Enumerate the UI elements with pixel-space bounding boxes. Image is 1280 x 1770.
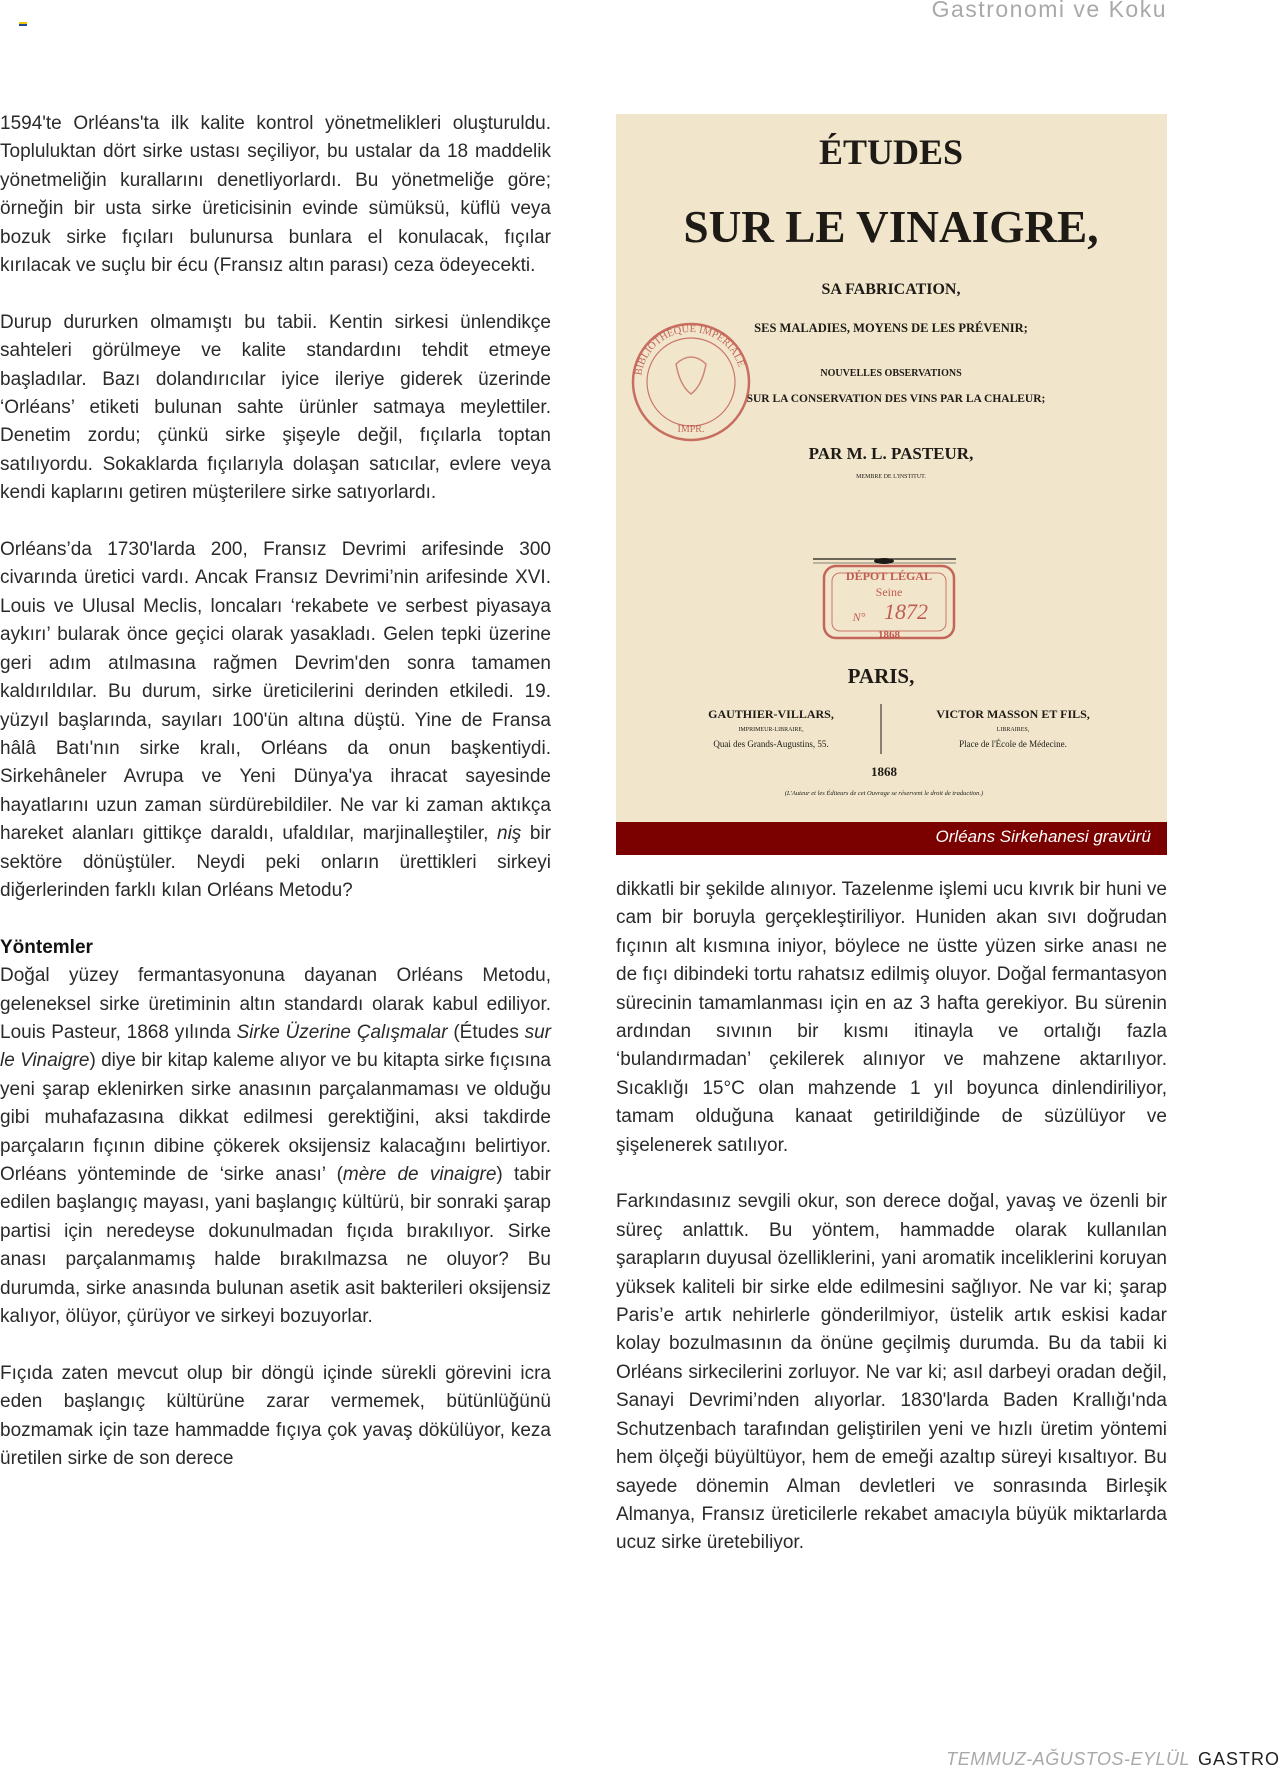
book-cover-drawing (616, 114, 1167, 822)
text-run: Doğal yüzey fermantasyonuna dayanan Orléans Metodu, geleneksel sirke üretiminin altın standardı olarak kabul ediliyor. Louis Pasteur, 1868 yılında (0, 965, 551, 1043)
depot-legal-stamp (824, 566, 954, 641)
emphasis-text: mère de vinaigre (342, 1163, 497, 1185)
stamp-depot-title: DÉPOT LÉGAL (845, 569, 933, 583)
cover-publisher-left-2: IMPRIMEUR-LIBRAIRE, (738, 727, 804, 733)
cover-title-line1: ÉTUDES (818, 132, 964, 172)
page-footer (946, 1749, 1280, 1770)
running-title: Gastronomi ve Koku (931, 0, 1167, 22)
figure-caption-bar (616, 822, 1167, 855)
text-run: (Études (453, 1021, 519, 1043)
stamp-depot-seine: Seine (875, 585, 903, 599)
cover-subtitle-4: SUR LA CONSERVATION DES VINS PAR LA CHALEUR; (746, 393, 1046, 405)
cover-author: PAR M. L. PASTEUR, (808, 444, 974, 463)
figure-caption: Orléans Sirkehanesi gravürü (935, 827, 1151, 846)
cover-publisher-left: GAUTHIER-VILLARS, (708, 707, 834, 721)
left-text-column (0, 110, 551, 1473)
cover-city: PARIS, (847, 664, 915, 688)
cover-footnote: (L'Auteur et les Éditeurs de cet Ouvrage se réservent le droit de traduction.) (784, 790, 984, 797)
paragraph (0, 962, 551, 1331)
cover-publisher-right-2: LIBRAIRES, (996, 727, 1030, 733)
text-run: bir sektöre dönüştüler. Neydi peki onların ürettikleri sirkeyi diğerlerinden farklı kılan Orléans Metodu? (0, 823, 551, 901)
cover-subtitle-3: NOUVELLES OBSERVATIONS (820, 368, 962, 379)
paragraph: 1594'te Orléans'ta ilk kalite kontrol yönetmelikleri oluşturuldu. Topluluktan dört sirke ustası seçiliyor, bu ustalar da 18 maddelik yönetmeliğin kurallarını denetliyorlardı. Bu yönetmeliğe göre; örneğin bir usta sirke üreticisinin evinde sümüksü, küflü veya bozuk sirke fıçıları bulunursa bunlara el konulacak, fıçılar kırılacak ve suçlu bir écu (Fransız altın parası) ceza ödeyecekti. (0, 113, 551, 277)
cover-year: 1868 (871, 764, 897, 779)
text-run: Orléans’da 1730'larda 200, Fransız Devrimi arifesinde 300 civarında üretici vardı. Ancak Fransız Devrimi’nin arifesinde XVI. Louis ve Ulusal Meclis, loncaları ‘rekabete ve serbest piyasaya aykırı’ bularak önce geçici olarak yasakladı. Gelen tepki üzerine geri adım atılmasına rağmen Devrim'den sonra tamamen kaldırıldılar. Bu durum, sirke üreticilerini derinden etkiledi. 19. yüzyıl başlarında, sayıları 100'ün altına düştü. Yine de Fransa hâlâ Batı'nın sirke kralı, Orléans da onun başkentiydi. Sirkehâneler Avrupa ve Yeni Dünya'ya ihracat sayesinde hayatlarını uzun zaman sürdürebildiler. Ne var ki zaman aktıkça hareket alanları gittikçe daraldı, ufaldılar, marjinalleştiler, (0, 539, 551, 845)
cover-subtitle-1: SA FABRICATION, (821, 281, 961, 298)
cover-publisher-left-3: Quai des Grands-Augustins, 55. (713, 739, 829, 749)
emphasis-text: niş (497, 823, 522, 845)
stamp-depot-handwritten: 1872 (884, 599, 928, 624)
svg-text:BIBLIOTHÈQUE IMPÉRIALE (633, 324, 746, 376)
stamp-round-text: BIBLIOTHÈQUE IMPÉRIALE (633, 323, 747, 377)
paragraph (0, 536, 551, 905)
cover-publisher-right-3: Place de l'École de Médecine. (959, 739, 1067, 749)
emphasis-text: Sirke Üzerine Çalışmalar (236, 1021, 448, 1043)
text-run: ) diye bir kitap kaleme alıyor ve bu kitapta sirke fıçısına yeni şarap eklenirken sirke anasının parçalanmaması ve olduğu gibi muhafazasına dikkat edilmesi gerektiğini, aksi takdirde parçaların fıçının dibine çökerek oksijensiz kalacağını belirtiyor. Orléans yönteminde de ‘sirke anası’ ( (0, 1050, 551, 1185)
right-text-column (616, 876, 1167, 1558)
footer-issue: TEMMUZ-AĞUSTOS-EYLÜL (946, 1749, 1190, 1769)
corner-mark-blue-bar (19, 24, 27, 26)
cover-publisher-right: VICTOR MASSON ET FILS, (936, 707, 1090, 721)
corner-color-mark (19, 22, 27, 28)
book-cover-image (616, 114, 1167, 822)
stamp-depot-year: 1868 (878, 629, 900, 641)
stamp-depot-number-label: N° (852, 610, 866, 624)
cover-title-line2: SUR LE VINAIGRE, (683, 201, 1099, 252)
paragraph: Fıçıda zaten mevcut olup bir döngü içinde sürekli görevini icra eden başlangıç kültürüne zarar vermemek, bütünlüğünü bozmamak için taze hammadde fıçıya çok yavaş dökülüyor, keza üretilen sirke de son derece (0, 1362, 551, 1470)
footer-magazine: GASTRO (1197, 1749, 1280, 1769)
paragraph: dikkatli bir şekilde alınıyor. Tazelenme işlemi ucu kıvrık bir huni ve cam bir boruyla gerçekleştiriliyor. Huniden akan sıvı doğrudan fıçının alt kısmına iniyor, böylece ne üstte yüzen sirke anası ne de fıçı dibindeki tortu rahatsız edilmiş oluyor. Doğal fermantasyon sürecinin tamamlanması için en az 3 hafta gerekiyor. Bu sürenin ardından sıvının bir kısmı itinayla ve ortalığı fazla ‘bulandırmadan’ çekilerek alınıyor ve mahzene aktarılıyor. Sıcaklığı 15°C olan mahzende 1 yıl boyunca dinlendiriliyor, tamam olduğuna kanaat getirildiğinde de süzülüyor ve şişelenerek satılıyor. (616, 879, 1167, 1156)
cover-author-note: MEMBRE DE L'INSTITUT. (856, 474, 926, 480)
section-heading: Yöntemler (0, 936, 93, 958)
cover-subtitle-2: SES MALADIES, MOYENS DE LES PRÉVENIR; (754, 321, 1028, 335)
paragraph: Durup dururken olmamıştı bu tabii. Kentin sirkesi ünlendikçe sahteleri görülmeye ve kalite standardını tehdit etmeye başladılar. Bazı dolandırıcılar iyice ileriye giderek üzerinde ‘Orléans’ etiketi bulunan sahte ürünler satmaya meylettiler. Denetim zordu; çünkü sirke şişeyle değil, fıçılarla toptan satılıyordu. Sokaklarda fıçılarıyla dolaşan satıcılar, evlere veya kendi kaplarını getiren müşterilere sirke satıyorlardı. (0, 311, 551, 504)
text-run: ) tabir edilen başlangıç mayası, yani başlangıç kültürü, bir sonraki şarap partisi için neredeyse dokunulmadan fıçıda bırakılıyor. Sirke anası parçalanmamış halde bırakılmazsa ne oluyor? Bu durumda, sirke anasında bulunan asetik asit bakterileri oksijensiz kalıyor, ölüyor, çürüyor ve sirkeyi bozuyorlar. (0, 1163, 551, 1328)
stamp-round-bottom-text: IMPR. (677, 424, 705, 435)
book-cover-figure (616, 114, 1167, 855)
emphasis-text: sur le Vinaigre (0, 1021, 552, 1072)
paragraph: Farkındasınız sevgili okur, son derece doğal, yavaş ve özenli bir süreç anlattık. Bu yöntem, hammadde olarak kullanılan şarapların duyusal özelliklerini, yani aromatik inceliklerini koruyan yüksek kaliteli bir sirke elde edilmesini sağlıyor. Ne var ki; şarap Paris’e artık nehirlerle gönderilmiyor, üstelik artık eskisi kadar kolay bozulmasının da önüne geçilmiş durumda. Bu da tabii ki Orléans sirkecilerini zorluyor. Ne var ki; asıl darbeyi oradan değil, Sanayi Devrimi’nden alıyorlar. 1830'larda Baden Krallığı'nda Schutzenbach tarafından geliştirilen yeni ve hızlı üretim yöntemi hem ölçeği büyültüyor, hem de emeği azaltıp süreyi kısaltıyor. Bu sayede dönemin Alman devletleri ve sonrasında Birleşik Almanya, Fransız üreticilerle rekabet amacıyla büyük miktarlarda ucuz sirke üretebiliyor. (616, 1191, 1167, 1554)
round-library-stamp (633, 324, 749, 440)
